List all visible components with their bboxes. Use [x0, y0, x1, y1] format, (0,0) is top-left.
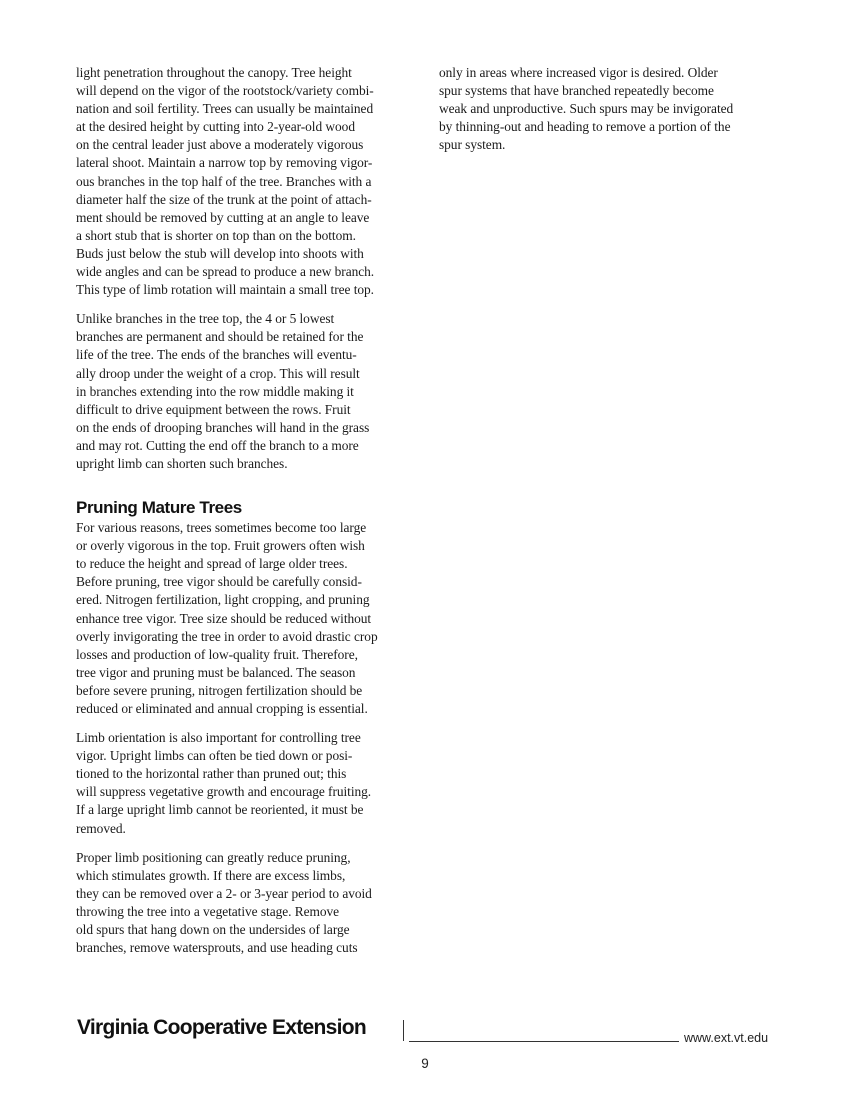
paragraph-spur-systems — [439, 64, 775, 154]
section-heading: Pruning Mature Trees — [76, 498, 242, 518]
text-line: lateral shoot. Maintain a narrow top by removing vigor- — [76, 155, 373, 171]
page-number: 9 — [421, 1056, 429, 1071]
text-line: Buds just below the stub will develop into shoots with — [76, 245, 364, 261]
footer-divider-tick — [403, 1020, 404, 1041]
text-line: spur systems that have branched repeatedly become — [439, 83, 714, 99]
text-line: to reduce the height and spread of large older trees. — [76, 556, 348, 572]
text-line: diameter half the size of the trunk at the point of attach- — [76, 191, 372, 207]
text-line: only in areas where increased vigor is desired. Older — [439, 65, 718, 80]
text-line: on the ends of drooping branches will hand in the grass — [76, 419, 370, 435]
text-line: losses and production of low-quality fruit. Therefore, — [76, 646, 358, 662]
text-line: will suppress vegetative growth and encourage fruiting. — [76, 784, 372, 800]
text-line: light penetration throughout the canopy. Tree height — [76, 65, 352, 80]
text-line: nation and soil fertility. Trees can usually be maintained — [76, 101, 374, 117]
text-line: tree vigor and pruning must be balanced. The season — [76, 664, 356, 680]
footer-brand: Virginia Cooperative Extension — [77, 1016, 367, 1039]
text-line: before severe pruning, nitrogen fertilization should be — [76, 682, 363, 698]
footer-rule — [409, 1041, 679, 1042]
text-line: and may rot. Cutting the end off the branch to a more — [76, 437, 359, 453]
text-line: overly invigorating the tree in order to avoid drastic crop — [76, 628, 378, 644]
paragraph-tree-height — [76, 64, 412, 299]
footer-url-link[interactable]: www.ext.vt.edu — [684, 1031, 769, 1045]
text-line: ous branches in the top half of the tree. Branches with a — [76, 173, 372, 189]
text-line: Limb orientation is also important for controlling tree — [76, 730, 361, 746]
text-line: which stimulates growth. If there are excess limbs, — [76, 867, 346, 883]
paragraph-lowest-branches — [76, 310, 412, 473]
paragraph-tree-vigor — [76, 519, 412, 718]
text-line: on the central leader just above a moderately vigorous — [76, 137, 364, 153]
text-line: at the desired height by cutting into 2-year-old wood — [76, 119, 355, 135]
text-line: spur system. — [439, 137, 506, 153]
text-line: branches are permanent and should be retained for the — [76, 329, 364, 345]
text-line: a short stub that is shorter on top than on the bottom. — [76, 227, 356, 243]
text-line: in branches extending into the row middle making it — [76, 383, 354, 399]
text-line: This type of limb rotation will maintain a small tree top. — [76, 282, 374, 298]
text-line: enhance tree vigor. Tree size should be reduced without — [76, 610, 372, 626]
text-line: old spurs that hang down on the undersides of large — [76, 922, 350, 938]
left-column — [76, 64, 412, 968]
text-line: tioned to the horizontal rather than pruned out; this — [76, 766, 347, 782]
text-line: will depend on the vigor of the rootstock/variety combi- — [76, 83, 374, 99]
text-line: difficult to drive equipment between the rows. Fruit — [76, 401, 351, 417]
text-line: removed. — [76, 820, 126, 836]
text-line: upright limb can shorten such branches. — [76, 455, 288, 471]
text-line: Unlike branches in the tree top, the 4 or 5 lowest — [76, 311, 335, 327]
text-line: wide angles and can be spread to produce a new branch. — [76, 264, 375, 280]
text-line: throwing the tree into a vegetative stage. Remove — [76, 903, 340, 919]
text-line: If a large upright limb cannot be reoriented, it must be — [76, 802, 364, 818]
text-line: or overly vigorous in the top. Fruit growers often wish — [76, 538, 365, 554]
text-line: ered. Nitrogen fertilization, light cropping, and pruning — [76, 592, 370, 608]
text-line: ment should be removed by cutting at an angle to leave — [76, 209, 370, 225]
text-line: Proper limb positioning can greatly reduce pruning, — [76, 849, 351, 865]
text-line: by thinning-out and heading to remove a portion of the — [439, 119, 731, 135]
text-line: Before pruning, tree vigor should be carefully consid- — [76, 574, 362, 590]
text-line: vigor. Upright limbs can often be tied down or posi- — [76, 748, 353, 764]
text-line: weak and unproductive. Such spurs may be invigorated — [439, 101, 734, 117]
text-line: reduced or eliminated and annual cropping is essential. — [76, 701, 368, 716]
text-line: ally droop under the weight of a crop. This will result — [76, 365, 360, 381]
text-line: they can be removed over a 2- or 3-year period to avoid — [76, 885, 372, 901]
paragraph-limb-orientation — [76, 729, 412, 838]
text-line: For various reasons, trees sometimes become too large — [76, 520, 367, 536]
text-line: life of the tree. The ends of the branches will eventu- — [76, 347, 357, 363]
text-line: branches, remove watersprouts, and use heading cuts — [76, 940, 358, 956]
paragraph-limb-positioning — [76, 849, 412, 958]
right-column — [439, 64, 775, 165]
